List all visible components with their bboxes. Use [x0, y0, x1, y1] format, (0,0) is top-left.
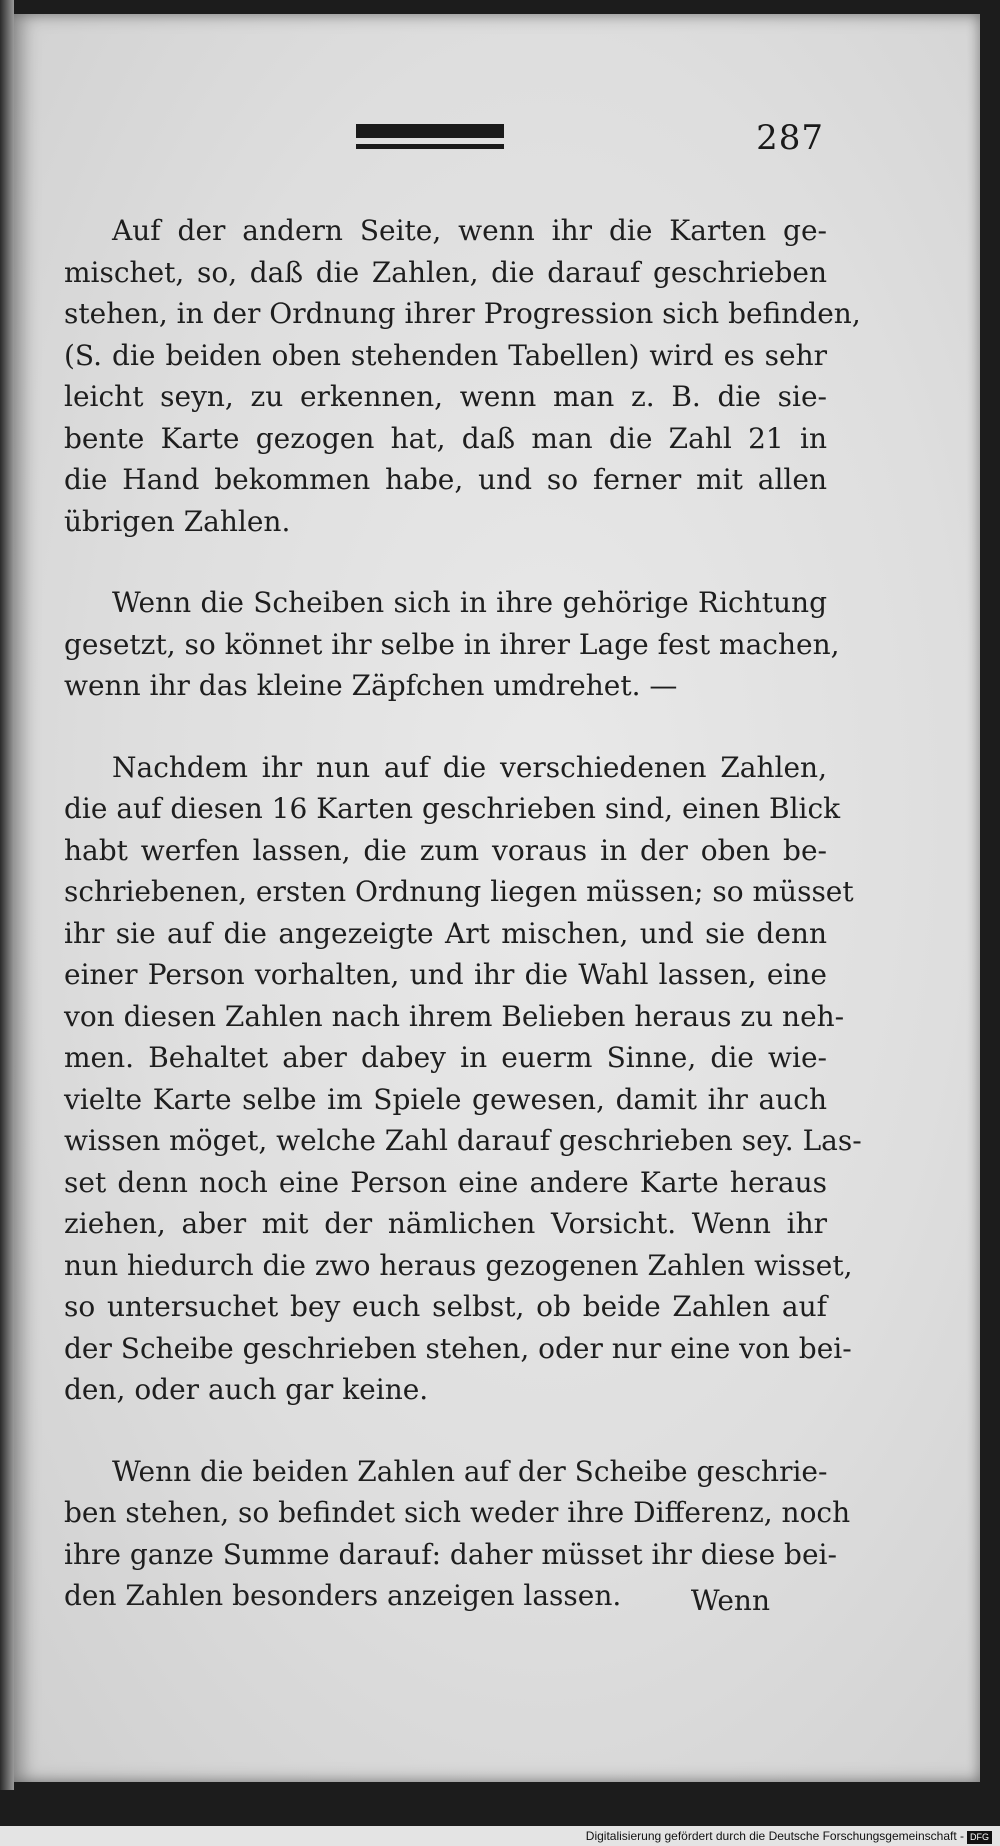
text-line: gesetzt, so könnet ihr selbe in ihrer Lage fest machen,	[64, 627, 840, 661]
catchword: Wenn	[690, 1584, 770, 1617]
text-line: ziehen, aber mit der nämlichen Vorsicht. Wenn ihr	[64, 1207, 827, 1240]
text-line: ihre ganze Summe darauf: daher müsset ihr diese bei-	[64, 1537, 837, 1571]
text-line: einer Person vorhalten, und ihr die Wahl lassen, eine	[64, 958, 827, 991]
body-text	[64, 210, 862, 1657]
text-line: men. Behaltet aber dabey in euerm Sinne, die wie-	[64, 1041, 827, 1074]
footer-credit: Digitalisierung gefördert durch die Deutsche Forschungsgemeinschaft -	[585, 1829, 964, 1843]
book-page	[14, 14, 980, 1782]
text-line: den Zahlen besonders anzeigen lassen.	[64, 1579, 622, 1612]
text-line: (S. die beiden oben stehenden Tabellen) wird es sehr	[64, 338, 827, 372]
header-rule-thick	[356, 124, 504, 138]
text-line: wenn ihr das kleine Zäpfchen umdrehet. —	[64, 669, 678, 702]
paragraph	[64, 582, 840, 707]
digitization-footer	[0, 1826, 1000, 1846]
dfg-logo: DFG	[967, 1831, 992, 1844]
text-line: mischet, so, daß die Zahlen, die darauf geschrieben	[64, 255, 827, 289]
page-number: 287	[756, 118, 824, 158]
text-line: leicht seyn, zu erkennen, wenn man z. B. die sie-	[64, 380, 827, 413]
text-line: die auf diesen 16 Karten geschrieben sind, einen Blick	[64, 792, 841, 825]
text-line: Wenn die beiden Zahlen auf der Scheibe geschrie-	[112, 1454, 828, 1488]
text-line: der Scheibe geschrieben stehen, oder nur eine von bei-	[64, 1331, 852, 1365]
text-line: vielte Karte selbe im Spiele gewesen, damit ihr auch	[64, 1082, 827, 1116]
text-line: die Hand bekommen habe, und so ferner mit allen	[64, 463, 827, 496]
text-line: so untersuchet bey euch selbst, ob beide Zahlen auf	[64, 1290, 827, 1323]
text-line: ben stehen, so befindet sich weder ihre Differenz, noch	[64, 1496, 851, 1529]
book-gutter-edge	[0, 0, 14, 1790]
text-line: schriebenen, ersten Ordnung liegen müssen; so müsset	[64, 875, 854, 908]
paragraph	[64, 747, 862, 1411]
text-line: wissen möget, welche Zahl darauf geschrieben sey. Las-	[64, 1124, 862, 1157]
text-line: set denn noch eine Person eine andere Karte heraus	[64, 1165, 827, 1199]
header-rule-thin	[356, 144, 504, 149]
text-line: nun hiedurch die zwo heraus gezogenen Zahlen wisset,	[64, 1248, 853, 1282]
text-line: Auf der andern Seite, wenn ihr die Karten ge-	[112, 214, 827, 247]
text-line: von diesen Zahlen nach ihrem Belieben heraus zu neh-	[64, 999, 845, 1033]
text-line: ihr sie auf die angezeigte Art mischen, und sie denn	[64, 916, 827, 950]
text-line: Nachdem ihr nun auf die verschiedenen Zahlen,	[112, 750, 827, 784]
text-line: stehen, in der Ordnung ihrer Progression sich befinden,	[64, 297, 861, 330]
text-line: bente Karte gezogen hat, daß man die Zahl 21 in	[64, 421, 827, 455]
text-line: Wenn die Scheiben sich in ihre gehörige Richtung	[112, 586, 827, 619]
text-line: übrigen Zahlen.	[64, 504, 291, 538]
paragraph	[64, 210, 861, 542]
text-line: den, oder auch gar keine.	[64, 1373, 429, 1406]
text-line: habt werfen lassen, die zum voraus in der oben be-	[64, 833, 827, 867]
